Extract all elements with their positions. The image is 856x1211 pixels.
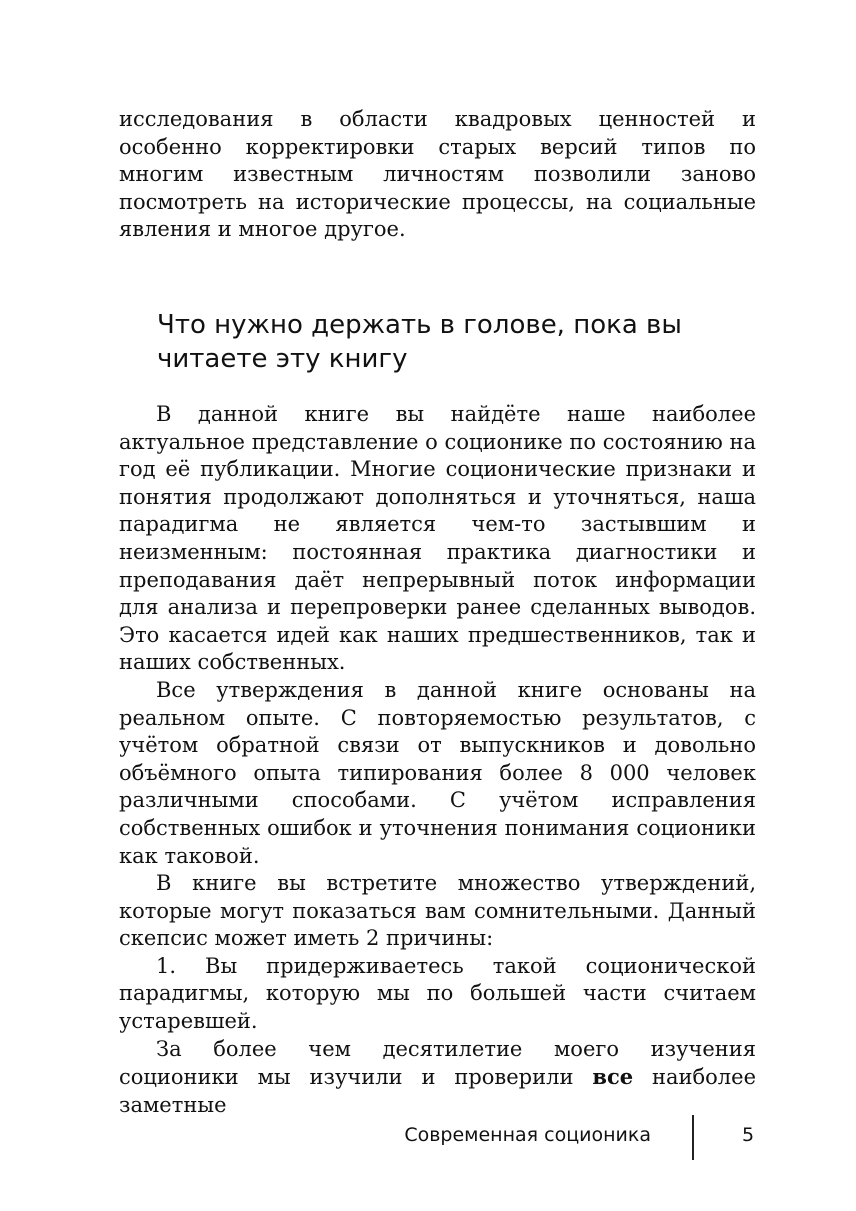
page-number: 5: [742, 1124, 755, 1146]
list-item-1: 1. Вы придерживаетесь такой соционической парадигмы, которую мы по большей части считаем устаревшей.: [119, 953, 756, 1034]
paragraph-4-text-start: За более чем десятилетие моего изучения соционики мы изучили и проверили: [119, 1036, 756, 1090]
intro-paragraph: исследования в области квадровых ценностей и особенно корректировки старых версий типов по многим известным личностям позволили заново посмотреть на исторические процессы, на социальные явления и многое другое.: [119, 107, 756, 242]
paragraph-4-bold-word: все: [592, 1064, 634, 1090]
section-heading: Что нужно держать в голове, пока вы читаете эту книгу: [157, 310, 682, 374]
paragraph-1: В данной книге вы найдёте наше наиболее актуальное представление о соционике по состоянию на год её публикации. Многие соционические признаки и понятия продолжают дополняться и уточняться, наша парадигма не является чем-то застывшим и неизменным: постоянная практика диагностики и преподавания даёт непрерывный поток информации для анализа и перепроверки ранее сделанных выводов. Это касается идей как наших предшественников, так и наших собственных.: [119, 402, 756, 675]
paragraph-2: Все утверждения в данной книге основаны на реальном опыте. С повторяемостью результатов, с учётом обратной связи от выпускников и довольно объёмного опыта типирования более 8 000 человек различными способами. С учётом исправления собственных ошибок и уточнения понимания соционики как таковой.: [119, 677, 756, 868]
intro-text-block: [119, 106, 756, 244]
paragraph-4: [119, 1036, 756, 1120]
footer-divider: [692, 1115, 694, 1160]
footer-book-title: Современная соционика: [404, 1124, 651, 1146]
paragraph-4-text-end: наиболее заметные: [119, 1065, 757, 1117]
section-body: [119, 401, 756, 1119]
paragraph-3: В книге вы встретите множество утверждений, которые могут показаться вам сомнительными. Данный скепсис может иметь 2 причины:: [119, 871, 756, 951]
page-footer: [0, 1115, 856, 1161]
